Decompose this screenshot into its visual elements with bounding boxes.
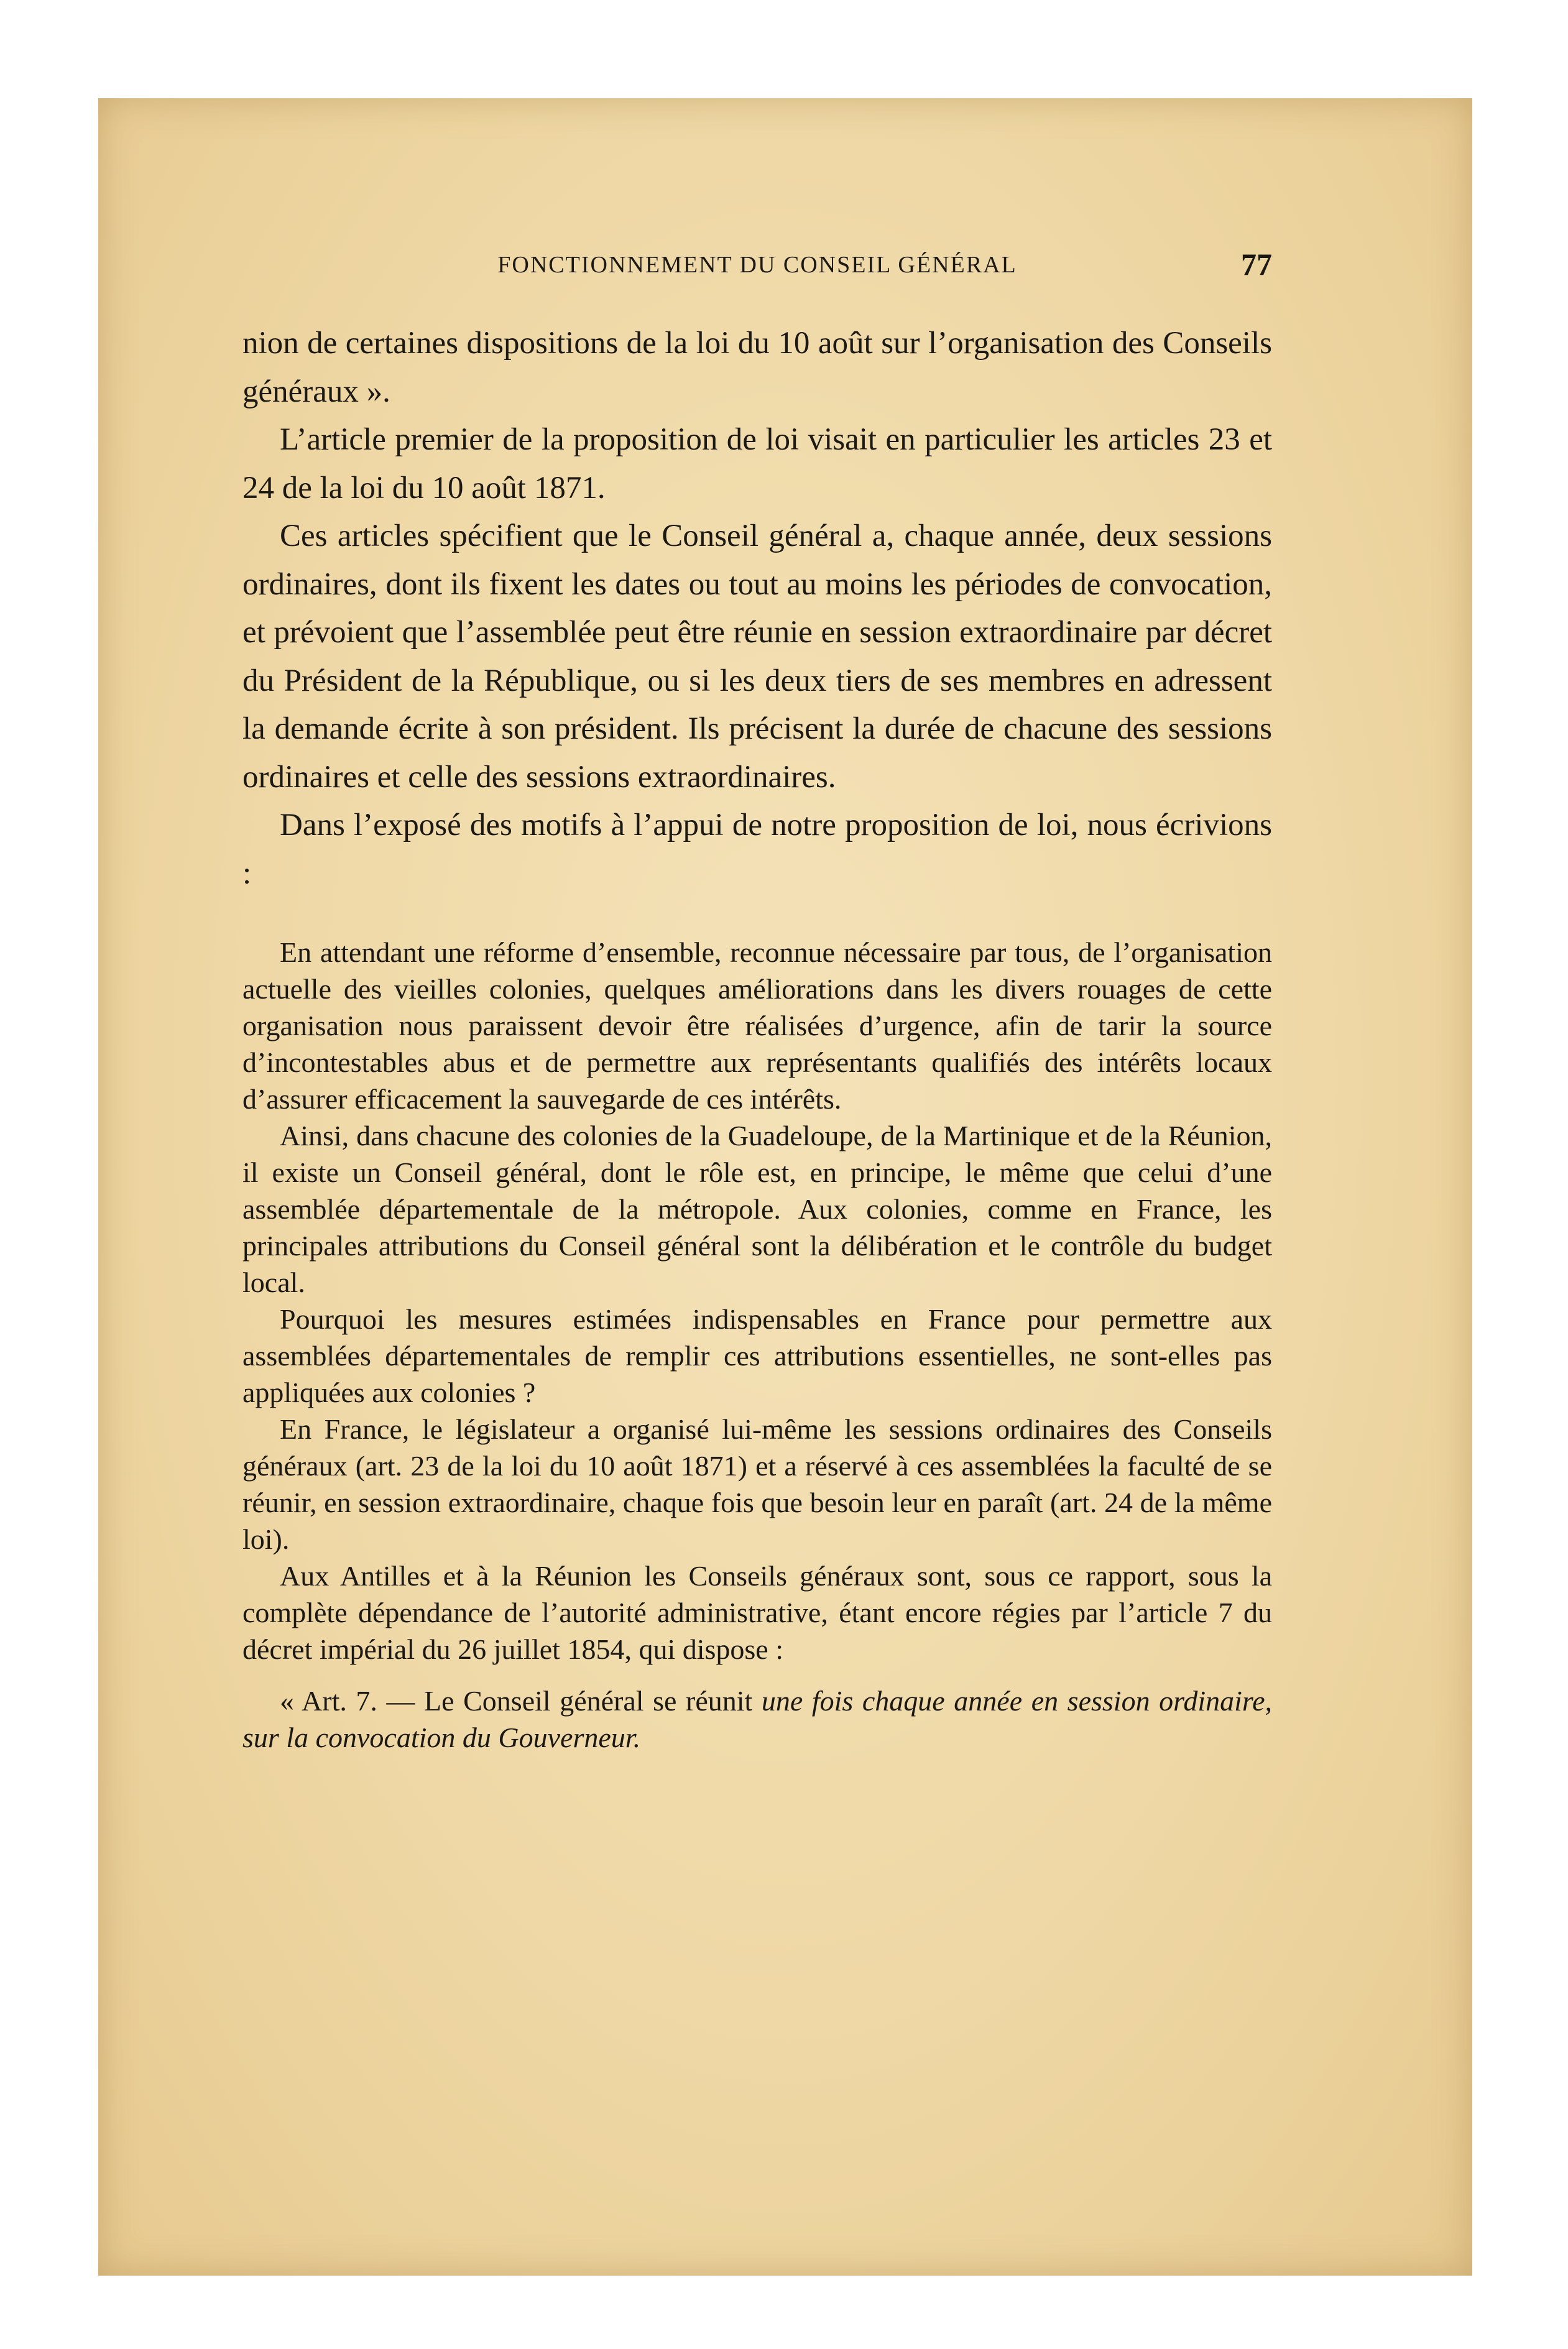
article-7-text (242, 1682, 1272, 1756)
page-sheet (98, 98, 1472, 2276)
quote-paragraph-3: Pourquoi les mesures estimées indispensables en France pour permettre aux assemblées départementales de remplir ces attributions essentielles, ne sont-elles pas appliquées aux colonies ? (242, 1303, 1272, 1408)
quote-paragraph-5: Aux Antilles et à la Réunion les Conseils généraux sont, sous ce rapport, sous la complète dépendance de l’autorité administrative, étant encore régies par l’article 7 du décret impérial du 26 juillet 1854, qui dispose : (242, 1560, 1272, 1665)
page-body (242, 320, 1272, 1756)
paragraph-3: Ces articles spécifient que le Conseil général a, chaque année, deux sessions ordinaires, dont ils fixent les dates ou tout au moins les périodes de convocation, et prévoient que l’assemblée peut être réunie en session extraordinaire par décret du Président de la République, ou si les deux tiers de ses membres en adressent la demande écrite à son président. Ils précisent la durée de chacune des sessions ordinaires et celle des sessions extraordinaires. (242, 519, 1272, 795)
quote-paragraph-4: En France, le législateur a organisé lui-même les sessions ordinaires des Conseils généraux (art. 23 de la loi du 10 août 1871) et a réservé à ces assemblées la faculté de se réunir, en session extraordinaire, chaque fois que besoin leur en paraît (art. 24 de la même loi). (242, 1413, 1272, 1555)
quote-paragraph-2: Ainsi, dans chacune des colonies de la Guadeloupe, de la Martinique et de la Réunion, il existe un Conseil général, dont le rôle est, en principe, le même que celui d’une assemblée départementale de la métropole. Aux colonies, comme en France, les principales attributions du Conseil général sont la délibération et le contrôle du budget local. (242, 1120, 1272, 1298)
article-7-italic: une fois chaque année en session ordinaire, sur la convocation du Gouverneur. (242, 1685, 1272, 1753)
quote-paragraph-1: En attendant une réforme d’ensemble, reconnue nécessaire par tous, de l’organisation actuelle des vieilles colonies, quelques améliorations dans les divers rouages de cette organisation nous paraissent devoir être réalisées d’urgence, afin de tarir la source d’incontestables abus et de permettre aux représentants qualifiés des intérêts locaux d’assurer efficacement la sauvegarde de ces intérêts. (242, 936, 1272, 1115)
page-number: 77 (1241, 247, 1272, 282)
paragraph-1: nion de certaines dispositions de la loi du 10 août sur l’organisation des Conseils généraux ». (242, 326, 1272, 409)
running-title: FONCTIONNEMENT DU CONSEIL GÉNÉRAL (497, 252, 1017, 278)
running-head (242, 246, 1272, 284)
paragraph-4: Dans l’exposé des motifs à l’appui de notre proposition de loi, nous écrivions : (242, 808, 1272, 891)
article-7-lead: « Art. 7. — Le Conseil général se réunit (280, 1685, 762, 1717)
block-quote (242, 934, 1272, 1668)
main-text (242, 320, 1272, 898)
paragraph-2: L’article premier de la proposition de loi visait en particulier les articles 23 et 24 de la loi du 10 août 1871. (242, 422, 1272, 505)
article-7-citation (242, 1682, 1272, 1756)
